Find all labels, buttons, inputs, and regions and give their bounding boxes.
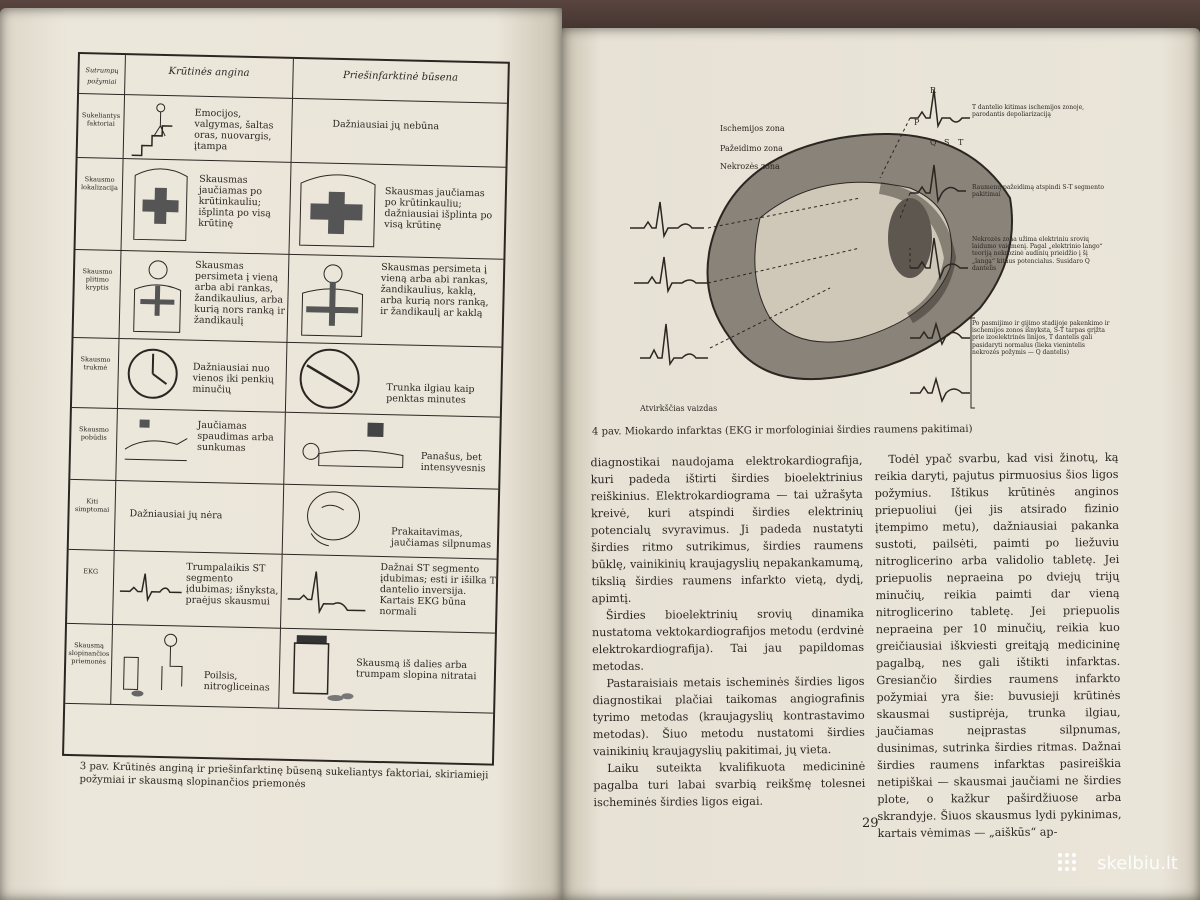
torso-arrows-illustration [124,255,192,336]
lying-person-illustration [290,417,409,482]
row-label: Kiti simptomai [69,480,117,551]
table-cell [289,163,505,260]
table-cell [279,629,495,714]
table-cell [113,551,283,629]
cell-text: Prakaitavimas, jaučiamas silpnumas [390,526,492,551]
torso-cross-illustration [126,165,196,247]
clock-icon [296,345,363,412]
zone-label: Ischemijos zona [720,124,785,133]
text-column-right [874,449,1121,842]
table-cell [118,339,288,413]
row-label: Skausmo plitimo kryptis [74,250,122,339]
table-cell [111,625,281,709]
cell-text: Emocijos, valgymas, šaltas oras, nuovargis, įtampa [193,107,274,153]
figure-note: Raumenų pažeidimą atspindi S-T segmento pakitimai [972,184,1104,199]
ecg-trace [119,569,182,606]
zone-label: Nekrozės zona [720,162,780,171]
cell-text: Poilsis, nitrogliceinas [203,670,270,694]
cell-text: Panašus, bet intensyvesnis [420,450,486,475]
table-cell [116,409,286,485]
watermark-logo-icon [1056,851,1078,873]
stairs-person-illustration [130,99,179,158]
table-cell [121,159,291,255]
row-label: EKG [67,550,115,625]
table-cell [286,343,502,418]
paragraph: Todėl ypač svarbu, kad visi žinotų, ką reikia daryti, pajutus pirmuosius šios ligos požymius. Ištikus krūtinės anginos priepuoliui (jei jis atsirado fizinio įtempimo metu), dažniausiai pakanka sustoti, pailsėti, paimti po liežuviu nitroglicerino arba validolio tabletę. Jei priepuolis nepraeina po dviejų trijų minučių, reikia paimti dar vieną nitroglicerino tabletę. Jei priepuolis nepraeina per 10 minučių, reikia kuo greičiausiai iškviesti greitąją medicininę pagalbą, nes gali ištikti infarktas. Gresiančio širdies raumens infarkto požymiai yra šie: buvusieji krūtinės skausmai sustiprėja, trunka ilgiau, jaučiamas neįprastas silpnumas, dusinimas, sutrinka širdies ritmas. Dažnai širdies raumens infarktas pasireiškia netipiškai — skausmai jaučiami ne širdies plote, o kažkur paširdžiuose arba skrandyje. Šiuos skausmus lydi pykinimas, kartais vėmimas — „aiškūs“ ap- [874,450,1122,841]
paragraph: Širdies bioelektrinių srovių dinamika nustatoma vektokardiografijos metodu (erdvinė elektrokardiografija). Tai jau papildomas metodas. [591,606,865,674]
pill-bottle-illustration [285,631,357,707]
lying-person-illustration [120,415,191,477]
ecg-letter-r: R [930,86,937,95]
view-label: Atvirkščias vaizdas [640,404,718,413]
figure-note: T dantelio kitimas ischemijos zonoje, parodantis depoliarizaciją [972,104,1085,119]
cell-text: Trumpalaikis ST segmento įdubimas; išnyksta, praėjus skausmui [185,561,279,608]
table-cell [115,481,285,555]
torso-cross-illustration [294,169,382,251]
ecg-letter-t: T [958,138,964,147]
left-figure-caption: 3 pav. Krūtinės anginą ir priešinfarktinę būseną sukeliantys faktoriai, skiriamieji požymiai ir skausmą slopinančios priemonės [79,760,489,791]
cell-text: Skausmas persimeta į vieną arba abi rankas, žandikaulius, arba kurią nors ranką ir žandikaulį [193,259,286,327]
page-number: 29 [862,816,879,831]
torso-arrows-illustration [292,259,374,341]
table-cell [281,555,497,634]
table-cell [284,413,500,490]
text-column-left [590,452,865,811]
cell-text: Dažniausiai nuo vienos iki penkių minučių [192,361,275,396]
table-header-angina: Krūtinės angina [125,55,294,99]
cell-text: Skausmą iš dalies arba trumpam slopina nitratai [355,657,477,683]
table-header-features: Sutrumpų požymiai [79,54,126,95]
table-cell [119,251,289,343]
cell-text: Jaučiamas spaudimas arba sunkumas [196,419,274,454]
paragraph: Laiku suteikta kvalifikuota medicininė pagalba turi labai svarbią reikšmę tolesnei ischeminės širdies ligos eigai. [593,759,866,810]
table-header-preinfarct: Priešinfarktinė būsena [293,59,508,104]
comparison-table [62,52,510,766]
cell-text: Dažniausiai jų nėra [129,508,223,522]
row-label: Skausmo pobūdis [70,408,118,481]
table-cell [124,95,293,163]
cell-text: Skausmas jaučiamas po krūtinkauliu; dažniausiai išplinta po visą krūtinę [384,186,493,232]
figure-note: Po pasmijimo ir gijimo stadijoje pakenkimo ir ischemijos zonos išnyksta, S-T tarpas grįžta prie izoelektrinės linijos, T dantelis gali pasidaryti normalus (lieka vienintelis nekrozės požymis — Q dantelis) [972,320,1110,356]
row-label: Skausmą slopinančios priemonės [65,624,113,705]
cell-text: Dažniausiai jų nebūna [332,118,440,133]
cell-text: Dažnai ST segmento įdubimas; esti ir išilka T dantelio inversija. Kartais EKG būna normali [379,561,497,618]
cell-text: Trunka ilgiau kaip penktas minutes [386,382,475,406]
table-cell [283,485,499,560]
figure-note: Nekrozės zona užima elektriniu srovių laidumo vaidmenį. Pagal „elektrinio lango“ teoriją nekrozinė audinių prieidžio į šį „langą“ kitaus potencialus. Susidaro Q dantelis [972,236,1103,272]
row-label: Skausmo lokalizacija [76,158,124,251]
cell-text: Skausmas persimeta į vieną arba abi rankas, žandikaulius, kaklą, arba kurią nors ranką, ir žandikaulį ar kaklą [380,261,489,319]
row-label: Skausmo trukmė [72,338,120,409]
ecg-letter-s: S [944,138,950,147]
ecg-letter-p: P [914,118,920,127]
clock-icon [124,345,181,402]
sitting-person-illustration [117,629,199,701]
ecg-trace [287,567,370,619]
paragraph: Pastaraisiais metais ischeminės širdies ligos diagnostikai plačiai taikomas angiografinis tyrimo metodas (kraujagyslių kontrastavimo metodas). Šiuo metodu nustatomi širdies vainikinių kraujagyslių pakitimai, jų vieta. [592,674,865,759]
table-cell [292,99,507,168]
row-label: Sukeliantys faktoriai [78,94,125,159]
zone-label: Pažeidimo zona [720,144,783,153]
ecg-letter-q: Q [930,138,937,147]
table-cell [287,255,503,348]
paragraph: diagnostikai naudojama elektrokardiografija, kuri padeda ištirti širdies bioelektrinius reiškinius. Elektrokardiograma — tai užrašyta kreivė, kuri atspindi širdies elektrinių potencialų svyravimus. Ji padeda nustatyti širdies ritmo sutrikimus, širdies raumens būklę, vainikinių kraujagyslių nepakankamumą, tikslią širdies raumens infarkto vietą, dydį, apimtį. [590,453,864,606]
cell-text: Skausmas jaučiamas po krūtinkauliu; išplinta po visą krūtinę [198,173,271,230]
sweating-face-illustration [291,487,382,555]
watermark-text: skelbiu.lt [1097,853,1178,874]
right-figure-caption: 4 pav. Miokardo infarktas (EKG ir morfologiniai širdies raumens pakitimai) [591,423,973,438]
